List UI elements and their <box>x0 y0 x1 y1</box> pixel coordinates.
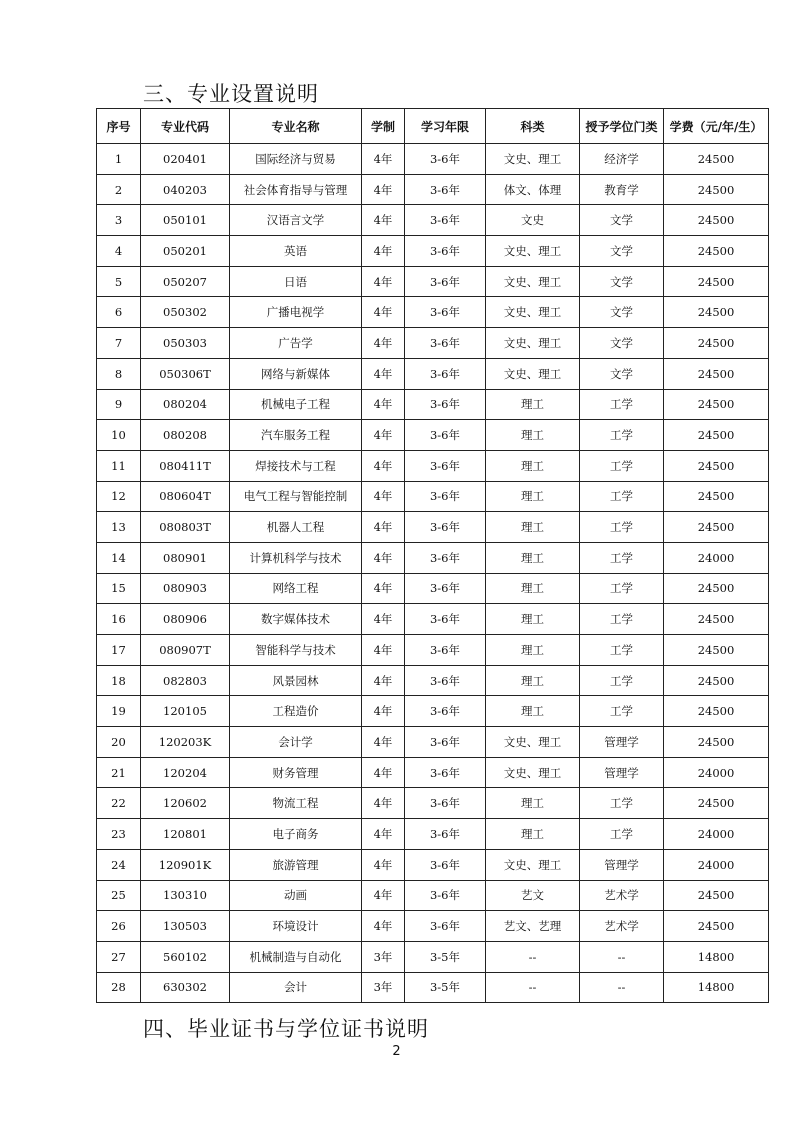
table-cell: 计算机科学与技术 <box>230 542 362 573</box>
table-cell: 6 <box>97 297 141 328</box>
table-cell: 120203K <box>141 727 230 758</box>
table-cell: 4年 <box>362 665 405 696</box>
table-cell: 080906 <box>141 604 230 635</box>
table-cell: 旅游管理 <box>230 849 362 880</box>
table-cell: 焊接技术与工程 <box>230 450 362 481</box>
table-cell: 艺术学 <box>580 880 664 911</box>
table-cell: 050303 <box>141 328 230 359</box>
table-cell: 24500 <box>664 635 769 666</box>
table-cell: 24 <box>97 849 141 880</box>
table-cell: 工学 <box>580 481 664 512</box>
table-row <box>97 849 769 880</box>
table-cell: 汽车服务工程 <box>230 420 362 451</box>
table-row <box>97 573 769 604</box>
table-cell: 日语 <box>230 266 362 297</box>
table-cell: 050302 <box>141 297 230 328</box>
table-cell: 网络与新媒体 <box>230 358 362 389</box>
table-cell: 广播电视学 <box>230 297 362 328</box>
table-row <box>97 604 769 635</box>
table-cell: 物流工程 <box>230 788 362 819</box>
table-cell: 机器人工程 <box>230 512 362 543</box>
table-row <box>97 205 769 236</box>
table-cell: 080901 <box>141 542 230 573</box>
table-cell: 080903 <box>141 573 230 604</box>
table-cell: 23 <box>97 819 141 850</box>
table-cell: 4年 <box>362 788 405 819</box>
table-cell: 理工 <box>486 573 580 604</box>
table-row <box>97 696 769 727</box>
table-cell: 3-6年 <box>405 604 486 635</box>
table-row <box>97 420 769 451</box>
table-cell: 7 <box>97 328 141 359</box>
table-cell: 4年 <box>362 635 405 666</box>
table-cell: 080208 <box>141 420 230 451</box>
column-header: 学制 <box>362 109 405 144</box>
table-cell: 3-6年 <box>405 174 486 205</box>
table-cell: 080411T <box>141 450 230 481</box>
table-cell: 4年 <box>362 420 405 451</box>
page-number: 2 <box>392 1044 401 1059</box>
table-cell: 管理学 <box>580 849 664 880</box>
table-cell: 24500 <box>664 420 769 451</box>
table-cell: 动画 <box>230 880 362 911</box>
table-cell: 4年 <box>362 328 405 359</box>
table-cell: 24000 <box>664 849 769 880</box>
table-cell: 社会体育指导与管理 <box>230 174 362 205</box>
table-cell: 24500 <box>664 696 769 727</box>
table-cell: 3-6年 <box>405 420 486 451</box>
table-cell: 4年 <box>362 757 405 788</box>
table-cell: 管理学 <box>580 757 664 788</box>
table-cell: 网络工程 <box>230 573 362 604</box>
table-cell: 16 <box>97 604 141 635</box>
table-cell: 工学 <box>580 389 664 420</box>
table-cell: 13 <box>97 512 141 543</box>
table-cell: 理工 <box>486 481 580 512</box>
table-cell: 17 <box>97 635 141 666</box>
table-cell: 24500 <box>664 205 769 236</box>
table-cell: 3年 <box>362 972 405 1003</box>
table-row <box>97 819 769 850</box>
table-cell: 21 <box>97 757 141 788</box>
table-cell: 工学 <box>580 819 664 850</box>
table-cell: 4年 <box>362 727 405 758</box>
table-cell: 3-6年 <box>405 297 486 328</box>
column-header: 学习年限 <box>405 109 486 144</box>
table-cell: 120204 <box>141 757 230 788</box>
table-row <box>97 727 769 758</box>
table-cell: 24500 <box>664 236 769 267</box>
table-cell: 文史 <box>486 205 580 236</box>
table-cell: 理工 <box>486 450 580 481</box>
table-cell: 4年 <box>362 849 405 880</box>
table-cell: 3-6年 <box>405 635 486 666</box>
table-cell: 3-6年 <box>405 849 486 880</box>
table-cell: 理工 <box>486 635 580 666</box>
table-cell: 19 <box>97 696 141 727</box>
table-cell: 14800 <box>664 972 769 1003</box>
table-row <box>97 542 769 573</box>
table-cell: 3-6年 <box>405 236 486 267</box>
table-cell: 风景园林 <box>230 665 362 696</box>
table-cell: 4年 <box>362 512 405 543</box>
table-cell: 4年 <box>362 297 405 328</box>
table-cell: 4年 <box>362 450 405 481</box>
table-cell: 10 <box>97 420 141 451</box>
table-cell: -- <box>486 941 580 972</box>
table-cell: 050201 <box>141 236 230 267</box>
table-cell: 4年 <box>362 174 405 205</box>
table-cell: 3-6年 <box>405 665 486 696</box>
table-cell: 3-6年 <box>405 266 486 297</box>
table-cell: 工学 <box>580 635 664 666</box>
table-cell: 24500 <box>664 328 769 359</box>
table-cell: 24500 <box>664 880 769 911</box>
table-row <box>97 236 769 267</box>
table-cell: 080803T <box>141 512 230 543</box>
table-cell: 050306T <box>141 358 230 389</box>
table-cell: 26 <box>97 911 141 942</box>
table-cell: 2 <box>97 174 141 205</box>
table-cell: 4年 <box>362 236 405 267</box>
major-table <box>96 108 769 1003</box>
table-cell: 文史、理工 <box>486 297 580 328</box>
table-cell: 4年 <box>362 911 405 942</box>
table-cell: 财务管理 <box>230 757 362 788</box>
table-cell: 25 <box>97 880 141 911</box>
table-cell: 24500 <box>664 144 769 175</box>
table-cell: 24500 <box>664 297 769 328</box>
table-cell: 24500 <box>664 604 769 635</box>
table-cell: 120901K <box>141 849 230 880</box>
table-cell: 3-6年 <box>405 512 486 543</box>
table-cell: 22 <box>97 788 141 819</box>
table-cell: 理工 <box>486 389 580 420</box>
table-cell: 4年 <box>362 819 405 850</box>
table-cell: 3-6年 <box>405 573 486 604</box>
table-cell: 24500 <box>664 266 769 297</box>
table-cell: 3-6年 <box>405 450 486 481</box>
table-row <box>97 266 769 297</box>
table-cell: 8 <box>97 358 141 389</box>
table-row <box>97 911 769 942</box>
table-cell: 9 <box>97 389 141 420</box>
table-cell: 工学 <box>580 512 664 543</box>
table-cell: 14 <box>97 542 141 573</box>
column-header: 专业代码 <box>141 109 230 144</box>
table-cell: 机械制造与自动化 <box>230 941 362 972</box>
table-cell: -- <box>580 972 664 1003</box>
table-cell: 5 <box>97 266 141 297</box>
table-cell: 工学 <box>580 542 664 573</box>
table-cell: 24500 <box>664 450 769 481</box>
table-cell: 12 <box>97 481 141 512</box>
table-cell: 040203 <box>141 174 230 205</box>
table-cell: 3-6年 <box>405 757 486 788</box>
table-cell: 050207 <box>141 266 230 297</box>
table-cell: 4年 <box>362 144 405 175</box>
table-cell: 24500 <box>664 389 769 420</box>
table-row <box>97 450 769 481</box>
table-cell: 3-6年 <box>405 389 486 420</box>
table-cell: 24500 <box>664 788 769 819</box>
table-cell: 24500 <box>664 727 769 758</box>
column-header: 科类 <box>486 109 580 144</box>
table-cell: 3-5年 <box>405 972 486 1003</box>
column-header: 学费（元/年/生） <box>664 109 769 144</box>
table-cell: 文史、理工 <box>486 144 580 175</box>
table-cell: 理工 <box>486 542 580 573</box>
table-cell: 机械电子工程 <box>230 389 362 420</box>
table-cell: 文学 <box>580 266 664 297</box>
table-cell: 文史、理工 <box>486 358 580 389</box>
table-cell: 4年 <box>362 573 405 604</box>
table-cell: 艺术学 <box>580 911 664 942</box>
table-row <box>97 358 769 389</box>
table-cell: 电气工程与智能控制 <box>230 481 362 512</box>
table-row <box>97 481 769 512</box>
table-cell: 广告学 <box>230 328 362 359</box>
table-row <box>97 512 769 543</box>
table-cell: 文学 <box>580 297 664 328</box>
table-cell: 080604T <box>141 481 230 512</box>
table-cell: 环境设计 <box>230 911 362 942</box>
table-cell: 国际经济与贸易 <box>230 144 362 175</box>
table-cell: 20 <box>97 727 141 758</box>
table-row <box>97 757 769 788</box>
table-cell: 文学 <box>580 358 664 389</box>
table-row <box>97 174 769 205</box>
table-cell: 工学 <box>580 696 664 727</box>
table-cell: 120801 <box>141 819 230 850</box>
table-row <box>97 635 769 666</box>
table-cell: 3-6年 <box>405 144 486 175</box>
table-cell: 工学 <box>580 604 664 635</box>
table-cell: 080907T <box>141 635 230 666</box>
table-cell: 120105 <box>141 696 230 727</box>
table-cell: 会计 <box>230 972 362 1003</box>
section-4-title: 四、毕业证书与学位证书说明 <box>143 1017 429 1041</box>
table-cell: 文史、理工 <box>486 328 580 359</box>
table-cell: 4年 <box>362 880 405 911</box>
table-cell: 24000 <box>664 757 769 788</box>
table-cell: 4年 <box>362 604 405 635</box>
table-cell: 3-6年 <box>405 727 486 758</box>
table-cell: 24500 <box>664 481 769 512</box>
table-row <box>97 144 769 175</box>
table-cell: 理工 <box>486 788 580 819</box>
table-cell: 理工 <box>486 696 580 727</box>
table-row <box>97 880 769 911</box>
table-cell: 14800 <box>664 941 769 972</box>
table-cell: 文史、理工 <box>486 727 580 758</box>
table-header-row <box>97 109 769 144</box>
table-cell: 4年 <box>362 266 405 297</box>
table-cell: 3年 <box>362 941 405 972</box>
table-cell: 理工 <box>486 604 580 635</box>
table-cell: 11 <box>97 450 141 481</box>
table-row <box>97 665 769 696</box>
table-cell: 4年 <box>362 205 405 236</box>
table-cell: 130503 <box>141 911 230 942</box>
table-cell: 4年 <box>362 389 405 420</box>
table-cell: 文史、理工 <box>486 266 580 297</box>
table-cell: 工学 <box>580 450 664 481</box>
table-cell: 4年 <box>362 481 405 512</box>
table-cell: 理工 <box>486 420 580 451</box>
table-row <box>97 788 769 819</box>
table-cell: 文学 <box>580 328 664 359</box>
table-cell: 24000 <box>664 819 769 850</box>
table-cell: 3-6年 <box>405 205 486 236</box>
table-row <box>97 972 769 1003</box>
table-cell: 4 <box>97 236 141 267</box>
table-cell: 3-6年 <box>405 358 486 389</box>
table-cell: 27 <box>97 941 141 972</box>
section-3-title: 三、专业设置说明 <box>143 82 319 106</box>
table-cell: 15 <box>97 573 141 604</box>
table-cell: 3-6年 <box>405 788 486 819</box>
table-cell: 数字媒体技术 <box>230 604 362 635</box>
table-cell: 工学 <box>580 788 664 819</box>
table-row <box>97 389 769 420</box>
table-cell: 050101 <box>141 205 230 236</box>
table-cell: 3-5年 <box>405 941 486 972</box>
table-cell: 艺文 <box>486 880 580 911</box>
table-row <box>97 328 769 359</box>
table-cell: 理工 <box>486 819 580 850</box>
table-cell: 24500 <box>664 358 769 389</box>
table-cell: 文学 <box>580 205 664 236</box>
table-cell: 4年 <box>362 358 405 389</box>
table-cell: 630302 <box>141 972 230 1003</box>
table-cell: 理工 <box>486 512 580 543</box>
table-cell: 24500 <box>664 911 769 942</box>
table-cell: 24500 <box>664 512 769 543</box>
table-cell: 3-6年 <box>405 819 486 850</box>
table-cell: 3-6年 <box>405 542 486 573</box>
table-cell: 560102 <box>141 941 230 972</box>
table-cell: 4年 <box>362 542 405 573</box>
table-cell: 3-6年 <box>405 880 486 911</box>
table-cell: 120602 <box>141 788 230 819</box>
table-cell: 经济学 <box>580 144 664 175</box>
table-cell: 130310 <box>141 880 230 911</box>
table-cell: 4年 <box>362 696 405 727</box>
column-header: 专业名称 <box>230 109 362 144</box>
table-cell: 英语 <box>230 236 362 267</box>
table-body <box>97 144 769 1003</box>
table-cell: -- <box>580 941 664 972</box>
table-cell: 3 <box>97 205 141 236</box>
table-cell: 24500 <box>664 665 769 696</box>
column-header: 序号 <box>97 109 141 144</box>
table-cell: 体文、体理 <box>486 174 580 205</box>
table-cell: 汉语言文学 <box>230 205 362 236</box>
table-cell: 24500 <box>664 174 769 205</box>
table-cell: 3-6年 <box>405 328 486 359</box>
table-cell: 管理学 <box>580 727 664 758</box>
table-cell: 工学 <box>580 420 664 451</box>
table-row <box>97 941 769 972</box>
table-cell: 电子商务 <box>230 819 362 850</box>
table-cell: 080204 <box>141 389 230 420</box>
table-cell: 24000 <box>664 542 769 573</box>
table-cell: 艺文、艺理 <box>486 911 580 942</box>
table-cell: 理工 <box>486 665 580 696</box>
table-cell: 1 <box>97 144 141 175</box>
table-cell: 智能科学与技术 <box>230 635 362 666</box>
table-cell: 082803 <box>141 665 230 696</box>
table-cell: 28 <box>97 972 141 1003</box>
table-cell: 会计学 <box>230 727 362 758</box>
table-cell: -- <box>486 972 580 1003</box>
table-cell: 文学 <box>580 236 664 267</box>
table-cell: 文史、理工 <box>486 236 580 267</box>
table-cell: 教育学 <box>580 174 664 205</box>
table-cell: 24500 <box>664 573 769 604</box>
table-cell: 3-6年 <box>405 481 486 512</box>
table-cell: 工学 <box>580 665 664 696</box>
table-cell: 020401 <box>141 144 230 175</box>
table-cell: 工程造价 <box>230 696 362 727</box>
table-cell: 3-6年 <box>405 911 486 942</box>
table-cell: 3-6年 <box>405 696 486 727</box>
table-row <box>97 297 769 328</box>
table-cell: 18 <box>97 665 141 696</box>
column-header: 授予学位门类 <box>580 109 664 144</box>
table-cell: 工学 <box>580 573 664 604</box>
table-cell: 文史、理工 <box>486 849 580 880</box>
table-cell: 文史、理工 <box>486 757 580 788</box>
